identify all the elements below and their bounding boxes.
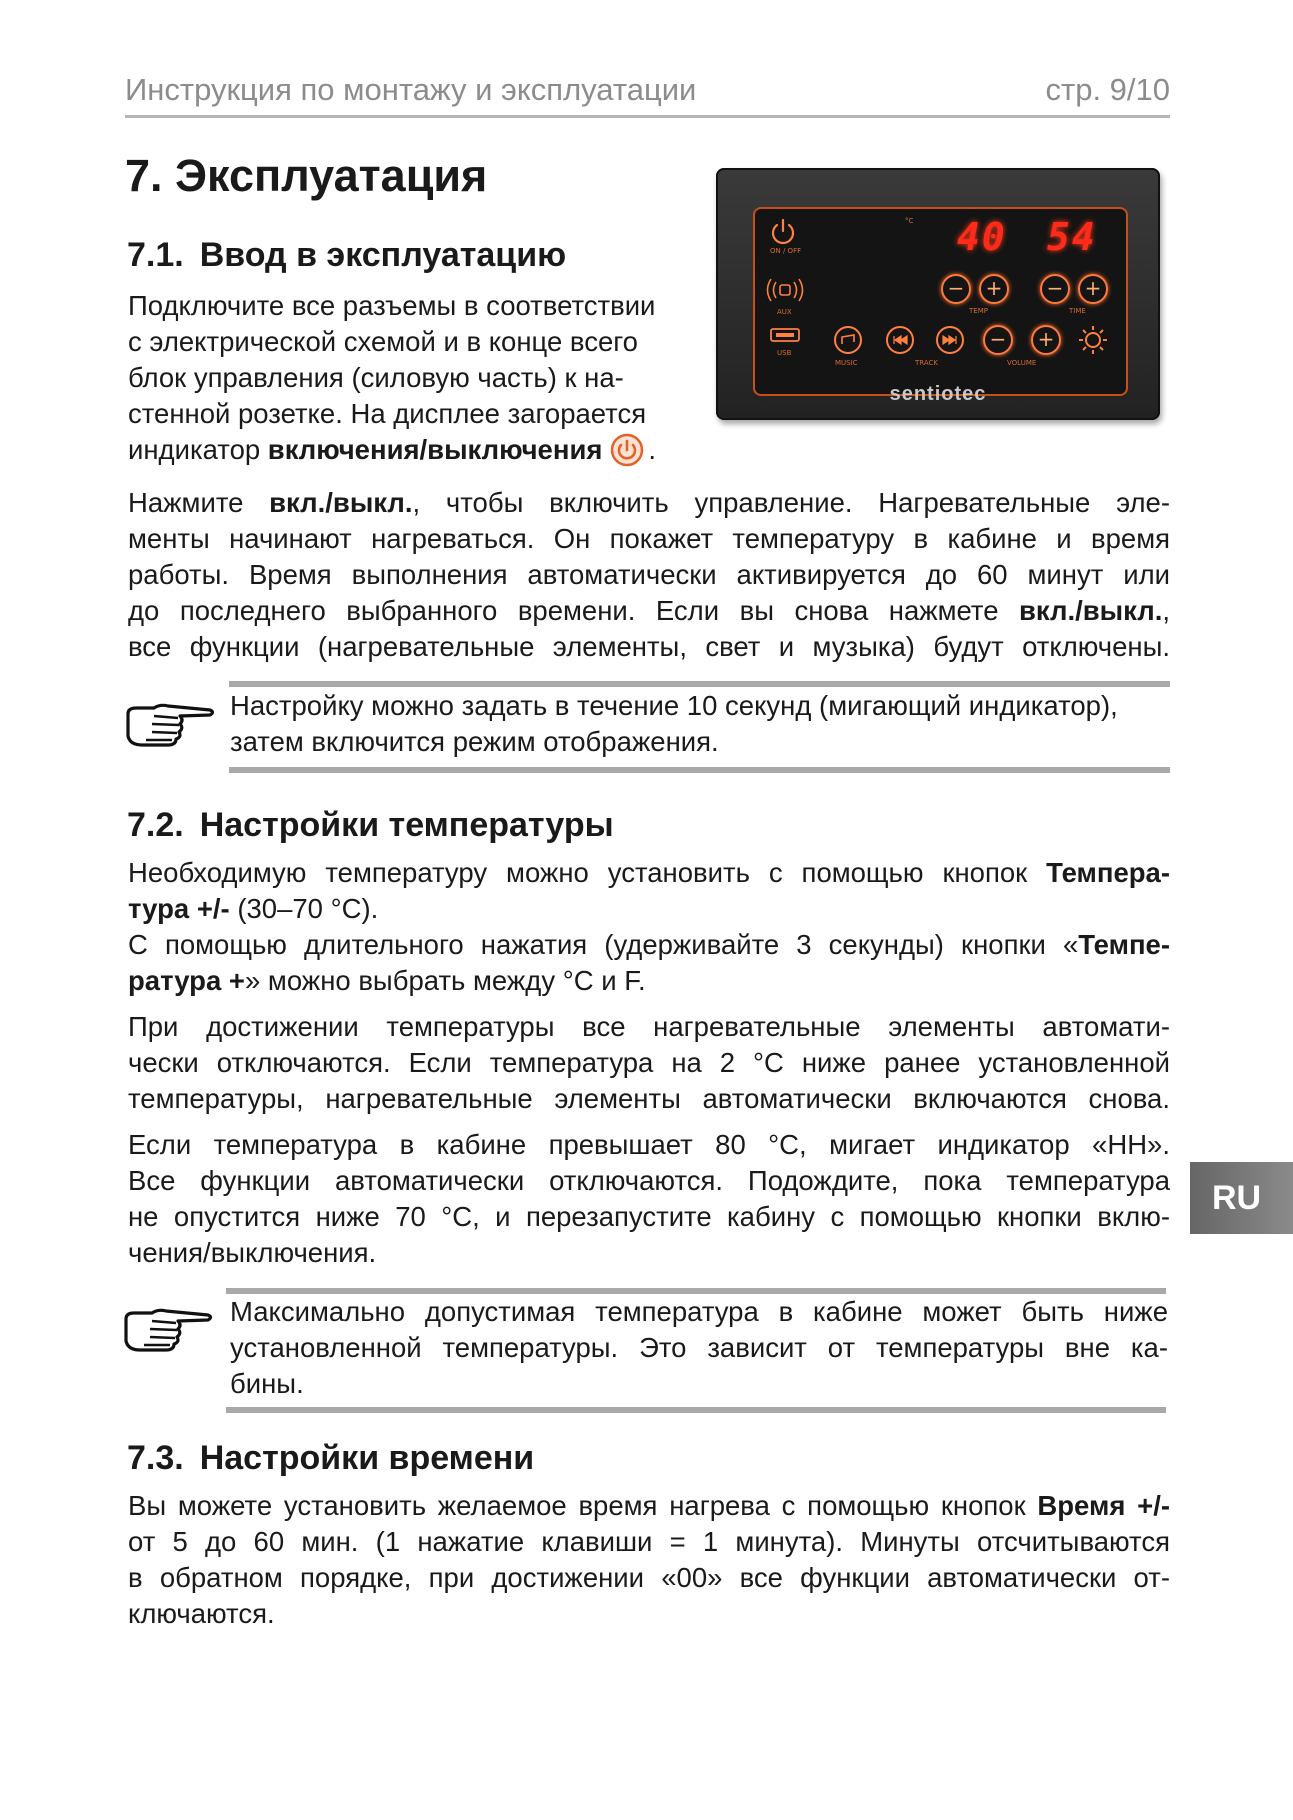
section-title: 7. Эксплуатация bbox=[125, 150, 488, 201]
page-number: стр. 9/10 bbox=[1045, 72, 1170, 107]
subsection-heading-7-1 bbox=[127, 236, 566, 275]
text-line: установленной температуры. Это зависит от температуры вне ка- bbox=[230, 1332, 1168, 1363]
body-paragraph bbox=[128, 1009, 1170, 1117]
pointing-hand-icon bbox=[122, 1305, 214, 1355]
text-line: работы. Время выполнения автоматически активируется до 60 минут или bbox=[128, 559, 1170, 590]
onoff-label: ON / OFF bbox=[770, 247, 802, 255]
track-previous-icon[interactable] bbox=[885, 325, 915, 355]
page-header bbox=[125, 72, 1170, 108]
text-line: Если температура в кабине превышает 80 °C, мигает индикатор «HH». bbox=[128, 1129, 1170, 1160]
volume-label: VOLUME bbox=[1007, 359, 1037, 367]
note-top-rule bbox=[229, 681, 1170, 687]
text-line: Настройку можно задать в течение 10 секунд (мигающий индикатор), bbox=[230, 690, 1118, 721]
track-next-icon[interactable] bbox=[935, 325, 965, 355]
note-bottom-rule bbox=[226, 1407, 1166, 1413]
text-line: не опустится ниже 70 °C, и перезапустите кабину с помощью кнопки вклю- bbox=[128, 1201, 1170, 1232]
text-line: ратура +» можно выбрать между °C и F. bbox=[128, 965, 646, 996]
text-line: температуры, нагревательные элементы автоматически включаются снова. bbox=[128, 1083, 1170, 1114]
track-label: TRACK bbox=[915, 359, 938, 367]
text-line: Максимально допустимая температура в кабине может быть ниже bbox=[230, 1296, 1168, 1327]
aux-wireless-icon bbox=[765, 275, 805, 305]
text-line: до последнего выбранного времени. Если вы снова нажмете вкл./выкл., bbox=[128, 595, 1170, 626]
temp-label: TEMP bbox=[969, 307, 988, 315]
subsection-heading-7-2 bbox=[127, 806, 614, 845]
subsection-title: Настройки температуры bbox=[199, 806, 614, 844]
power-icon bbox=[610, 433, 644, 467]
temperature-readout: 40 bbox=[957, 215, 1007, 259]
text-line: индикатор включения/выключения . bbox=[128, 434, 657, 465]
body-paragraph bbox=[128, 855, 1170, 999]
unit-label: °C bbox=[905, 217, 914, 225]
text-line: Подключите все разъемы в соответствии bbox=[128, 290, 656, 321]
note-bottom-rule bbox=[229, 767, 1170, 773]
text-line: блок управления (силовую часть) к на- bbox=[128, 362, 624, 393]
text-line: тура +/- (30–70 °C). bbox=[128, 893, 379, 924]
control-panel-image bbox=[716, 168, 1160, 420]
text-line: При достижении температуры все нагревательные элементы автомати- bbox=[128, 1011, 1170, 1042]
text-line: затем включится режим отображения. bbox=[230, 726, 719, 757]
note-text bbox=[230, 688, 1170, 760]
subsection-title: Настройки времени bbox=[199, 1439, 535, 1477]
time-label: TIME bbox=[1069, 307, 1086, 315]
text-line: Вы можете установить желаемое время нагрева с помощью кнопок Время +/- bbox=[128, 1490, 1170, 1521]
volume-minus-button[interactable]: − bbox=[983, 325, 1013, 355]
text-line: Необходимую температуру можно установить с помощью кнопок Темпера- bbox=[128, 857, 1170, 888]
text-line: Нажмите вкл./выкл., чтобы включить управление. Нагревательные эле- bbox=[128, 487, 1170, 518]
time-readout: 54 bbox=[1047, 215, 1097, 259]
music-label: MUSIC bbox=[835, 359, 858, 367]
body-paragraph bbox=[128, 1127, 1170, 1271]
music-button-icon[interactable] bbox=[833, 325, 863, 355]
subsection-title: Ввод в эксплуатацию bbox=[199, 236, 567, 274]
usb-label: USB bbox=[777, 349, 792, 357]
text-line: все функции (нагревательные элементы, свет и музыка) будут отключены. bbox=[128, 631, 1170, 662]
control-panel-display bbox=[753, 207, 1128, 396]
aux-label: AUX bbox=[777, 308, 792, 316]
text-line: от 5 до 60 мин. (1 нажатие клавиши = 1 минута). Минуты отсчитываются bbox=[128, 1526, 1170, 1557]
time-plus-button[interactable]: + bbox=[1078, 274, 1108, 304]
pointing-hand-icon bbox=[124, 700, 216, 750]
light-button-icon[interactable] bbox=[1077, 324, 1109, 356]
subsection-heading-7-3 bbox=[127, 1439, 534, 1478]
text-line: бины. bbox=[230, 1368, 304, 1399]
temp-minus-button[interactable]: − bbox=[941, 274, 971, 304]
text-line: в обратном порядке, при достижении «00» все функции автоматически от- bbox=[128, 1562, 1170, 1593]
text-line: стенной розетке. На дисплее загорается bbox=[128, 398, 647, 429]
body-paragraph bbox=[128, 485, 1170, 665]
text-line: Все функции автоматически отключаются. Подождите, пока температура bbox=[128, 1165, 1170, 1196]
text-line: с электрической схемой и в конце всего bbox=[128, 326, 638, 357]
text-line: ключаются. bbox=[128, 1598, 275, 1629]
subsection-number: 7.3. bbox=[127, 1439, 184, 1477]
text-line: менты начинают нагреваться. Он покажет температуру в кабине и время bbox=[128, 523, 1170, 554]
body-paragraph bbox=[128, 1488, 1170, 1632]
intro-paragraph bbox=[128, 288, 708, 468]
header-divider bbox=[125, 115, 1170, 118]
time-minus-button[interactable]: − bbox=[1040, 274, 1070, 304]
panel-brand-logo: sentiotec bbox=[889, 383, 987, 405]
language-tab: RU bbox=[1190, 1162, 1293, 1234]
subsection-number: 7.1. bbox=[127, 236, 184, 274]
text-line: чения/выключения. bbox=[128, 1237, 377, 1268]
power-button-icon bbox=[769, 217, 797, 245]
document-title: Инструкция по монтажу и эксплуатации bbox=[125, 72, 697, 107]
usb-icon bbox=[769, 325, 801, 345]
note-text bbox=[230, 1294, 1168, 1402]
temp-plus-button[interactable]: + bbox=[979, 274, 1009, 304]
text-line: чески отключаются. Если температура на 2 °C ниже ранее установленной bbox=[128, 1047, 1170, 1078]
volume-plus-button[interactable]: + bbox=[1031, 325, 1061, 355]
text-line: С помощью длительного нажатия (удерживайте 3 секунды) кнопки «Темпе- bbox=[128, 929, 1170, 960]
subsection-number: 7.2. bbox=[127, 806, 184, 844]
